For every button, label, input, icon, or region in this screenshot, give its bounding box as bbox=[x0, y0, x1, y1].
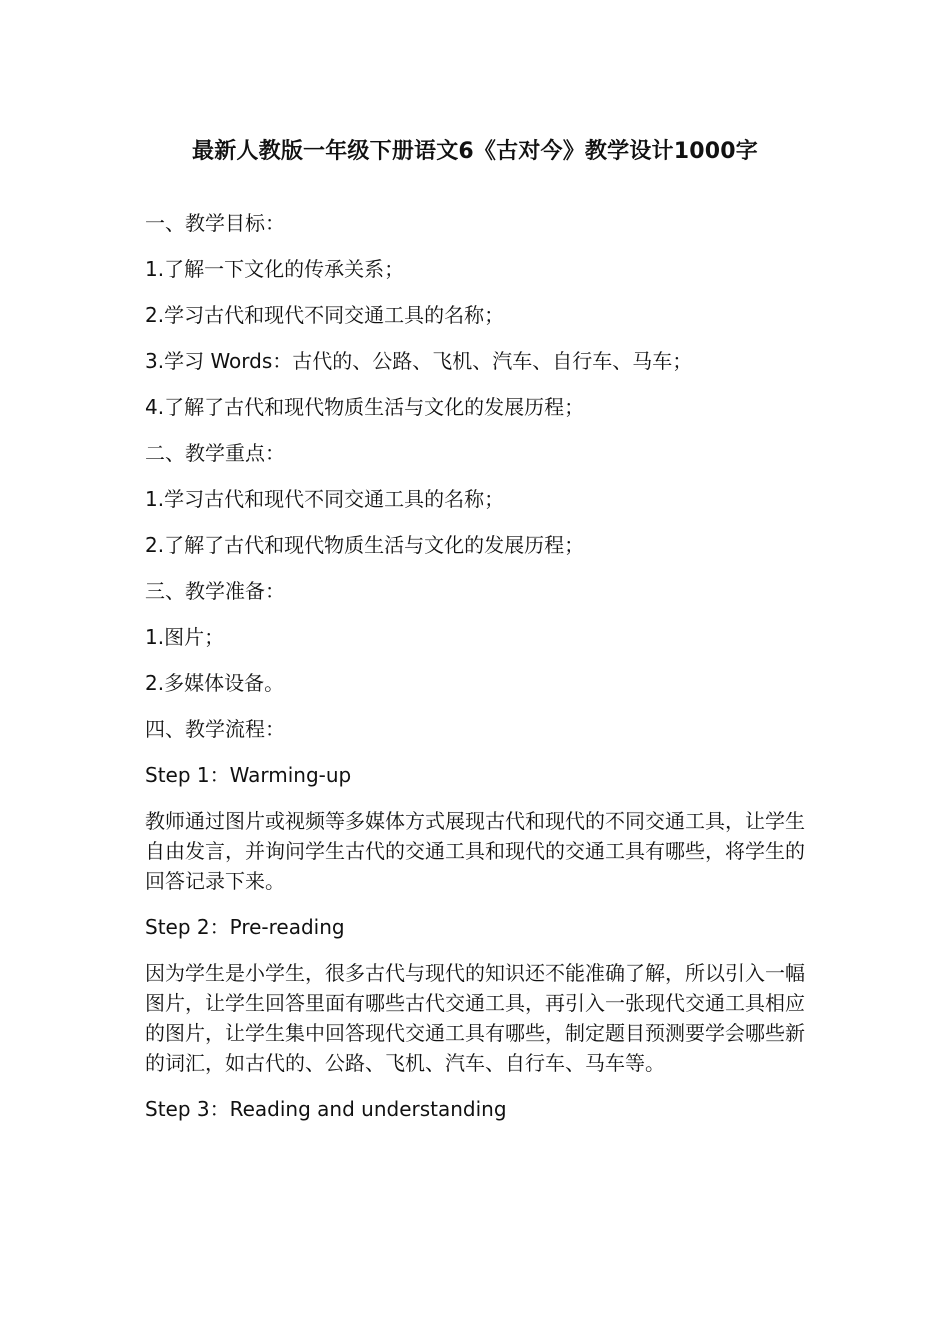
objective-item: 2.学习古代和现代不同交通工具的名称； bbox=[145, 303, 505, 327]
preparation-item: 2.多媒体设备。 bbox=[145, 671, 285, 695]
objective-item: 3.学习 Words：古代的、公路、飞机、汽车、自行车、马车； bbox=[145, 349, 693, 373]
section-heading-preparation: 三、教学准备： bbox=[145, 579, 285, 603]
key-point-item: 1.学习古代和现代不同交通工具的名称； bbox=[145, 487, 505, 511]
objective-item: 4.了解了古代和现代物质生活与文化的发展历程； bbox=[145, 395, 585, 419]
section-heading-objectives: 一、教学目标： bbox=[145, 211, 285, 235]
key-point-item: 2.了解了古代和现代物质生活与文化的发展历程； bbox=[145, 533, 585, 557]
step-paragraph: 因为学生是小学生，很多古代与现代的知识还不能准确了解，所以引入一幅图片，让学生回答里面有哪些古代交通工具，再引入一张现代交通工具相应的图片，让学生集中回答现代交通工具有哪些，制定题目预测要学会哪些新的词汇，如古代的、公路、飞机、汽车、自行车、马车等。 bbox=[145, 961, 805, 1075]
preparation-item: 1.图片； bbox=[145, 625, 225, 649]
objective-item: 1.了解一下文化的传承关系； bbox=[145, 257, 405, 281]
step-paragraph: 教师通过图片或视频等多媒体方式展现古代和现代的不同交通工具，让学生自由发言，并询问学生古代的交通工具和现代的交通工具有哪些，将学生的回答记录下来。 bbox=[145, 809, 805, 893]
section-heading-key-points: 二、教学重点： bbox=[145, 441, 285, 465]
step-heading: Step 3：Reading and understanding bbox=[145, 1097, 507, 1121]
step-heading: Step 2：Pre-reading bbox=[145, 915, 345, 939]
section-heading-process: 四、教学流程： bbox=[145, 717, 285, 741]
step-heading: Step 1：Warming-up bbox=[145, 763, 352, 787]
document-title: 最新人教版一年级下册语文6《古对今》教学设计1000字 bbox=[192, 139, 758, 164]
document-body bbox=[145, 208, 820, 1140]
